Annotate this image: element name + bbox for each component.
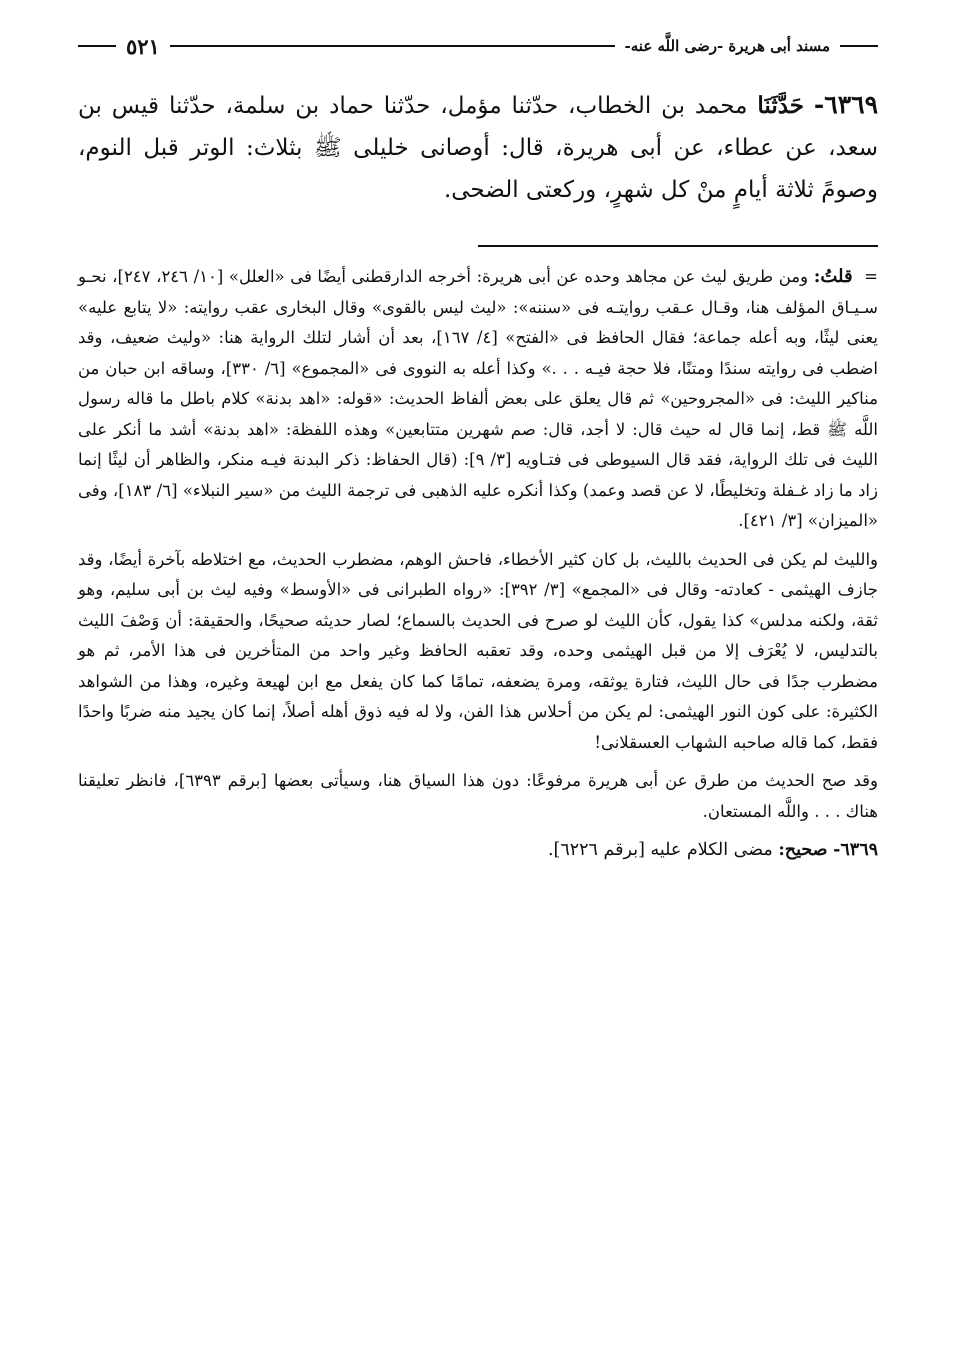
grading-label: صحيح: [778,840,828,860]
commentary-paragraph [78,545,878,759]
commentary-paragraph [78,262,878,537]
header-rule-left [78,45,116,47]
grading-line [78,835,878,866]
commentary-text-1: ومن طريق ليث عن مجاهد وحده عن أبى هريرة: أخرجه الدارقطنى أيضًا فى «العلل» [١٠/ ٢٤٦، ٢٤٧]، نحـو سـيـاق المؤلف هنا، وقـال عـقب روايتـه فى «سننه»: «ليث ليس بالقوى» وقال البخارى عقب روايته: «لا يتابع عليه» يعنى ليثًا، وبه أعله جماعة؛ فقال الحافظ فى «الفتح» [٤/ ١٦٧]، بعد أن أشار لتلك الرواية هنا: «وليث ضعيف، وقد اضطب فى روايته سندًا ومتنًا، فلا حجة فيـه . . .» وكذا أعله به النووى فى «المجموع» [٦/ ٣٣٠]، وساقه ابن حبان من مناكير الليث: فى «المجروحين» ثم قال يعلق على بعض ألفاظ الحديث: «قوله: «اهد بدنة» كلام باطل ما قاله رسول اللَّه ﷺ قط، إنما قال له حيث قال: لا أجد، قال: صم شهرين متتابعين» وهذه اللفظة: «اهد بدنة» أشد ما أنكر على الليث فى تلك الرواية، فقد قال السيوطى فى فتـاويه [٣/ ٩]: (قال الحفاظ: ذكر البدنة فيـه منكر، والظاهر أن ليثًا إنما زاد ما زاد غـفلة وتخليطًا، لا عن قصد وعمد) وكذا أنكره عليه الذهبى فى ترجمة الليث من «سير النبلاء» [٦/ ١٨٣]، وفى «الميزان» [٣/ ٤٢١]. [78,267,878,530]
qultu-label: قلتُ: [813,266,853,287]
hadith-text: محمد بن الخطاب، حدّثنا مؤمل، حدّثنا حماد بن سلمة، حدّثنا قيس بن سعد، عن عطاء، عن أبى هريرة، قال: أوصانى خليلى ﷺ بثلاث: الوتر قبل النوم، وصومً ثلاثة أيامٍ منْ كل شهرٍ، وركعتى الضحى. [78,93,878,203]
running-title: مسند أبى هريرة -رضى اللَّه عنه- [624,37,830,55]
commentary [78,262,878,874]
footnote-separator [478,245,878,247]
header-rule-middle [170,45,615,47]
header-rule-right [840,45,878,47]
grading-number: ٦٣٦٩- [833,840,878,860]
continuation-marker: = [864,267,878,286]
commentary-text-3: وقد صح الحديث من طرق عن أبى هريرة مرفوعًا: دون هذا السياق هنا، وسيأتى بعضها [برقم ٦٣٩٣]، فانظر تعليقنا هناك . . . واللَّه المستعان. [78,771,878,821]
grading-text: مضى الكلام عليه [برقم ٦٢٢٦]. [547,840,773,860]
hadith-opening: حَدَّثَنَا [757,92,805,119]
commentary-paragraph [78,766,878,827]
page-header [78,28,878,64]
page-number: ٥٢١ [126,33,160,59]
main-hadith [78,84,878,211]
hadith-number: ٦٣٦٩- [813,90,879,119]
commentary-text-2: والليث لم يكن فى الحديث بالليث، بل كان كثير الأخطاء، فاحش الوهم، مضطرب الحديث، مع اختلاطه بآخرة أيضًا، وقد جازف الهيثمى - كعادته- وقال فى «المجمع» [٣/ ٣٩٢]: «رواه الطبرانى فى «الأوسط» وفيه ليث بن أبى سليم، وهو ثقة، ولكنه مدلس» كذا يقول، كأن الليث لو صرح فى الحديث بالسماع؛ لصار حديثه صحيحًا، والحقيقة: أن وَصْفَ الليث بالتدليس، لا يُعْرَف إلا من قبل الهيثمى وحده، وقد تعقبه الحافظ وغير واحد من المتأخرين فى هذا الأمر، ثم هو مضطرب جدًا فى حال الليث، فتارة يوثقه، ومرة يضعفه، تمامًا كما كان يفعل مع ابن لهيعة وغيره، وهذا من الشواهد الكثيرة: على كون النور الهيثمى: لم يكن من أحلاس هذا الفن، ولا له فيه ذوق أهله أصلاً، إنما كان يجيد منه ضربًا واحدًا فقط، كما قاله صاحبه الشهاب العسقلانى! [78,549,878,752]
